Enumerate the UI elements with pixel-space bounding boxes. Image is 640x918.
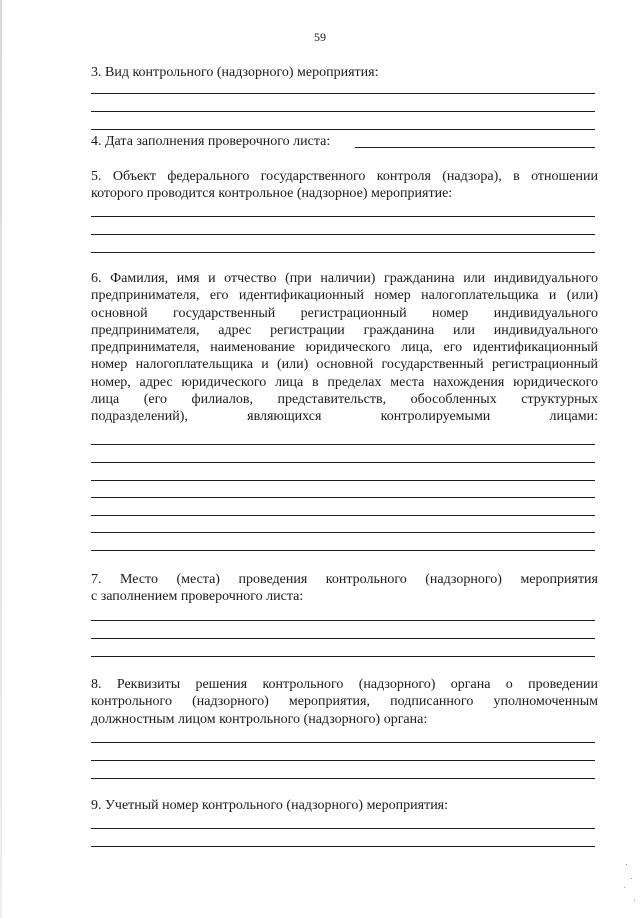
section-8-line: должностным лицом контрольного (надзорного) органа: [91, 711, 428, 727]
section-6-line: номер, адрес юридического лица в пределах места нахождения юридического [91, 374, 598, 390]
section-6-line: подразделений), являющихся контролируемыми лицами: [91, 409, 598, 425]
section-3-label: 3. Вид контрольного (надзорного) мероприятия: [91, 65, 379, 80]
section-6-line: основной государственный регистрационный номер индивидуального [91, 305, 598, 321]
fill-line [91, 828, 595, 829]
fill-line [91, 846, 595, 847]
section-7-line: 7. Место (места) проведения контрольного (надзорного) мероприятия [91, 572, 598, 587]
fill-line [91, 480, 595, 481]
section-5-line: которого проводится контрольное (надзорное) мероприятие: [91, 186, 453, 202]
fill-line [91, 620, 595, 621]
section-9-label: 9. Учетный номер контрольного (надзорного) мероприятия: [91, 798, 449, 813]
fill-line [91, 532, 595, 533]
fill-line [91, 252, 595, 253]
section-7-text [91, 571, 598, 606]
section-6-line: предпринимателя, его идентификационный номер налогоплательщика и (или) [91, 288, 598, 304]
fill-line [91, 93, 595, 94]
section-5-line: 5. Объект федерального государственного контроля (надзора), в отношении [91, 169, 598, 184]
scan-specks [620, 860, 640, 910]
section-6-line: предпринимателя, адрес регистрации гражданина или индивидуального [91, 322, 598, 338]
section-6-line: лица (его филиалов, представительств, обособленных структурных [91, 392, 598, 408]
fill-line [91, 778, 595, 779]
fill-line [91, 497, 595, 498]
section-6-line: предпринимателя, наименование юридического лица, его идентификационный [91, 340, 598, 356]
section-8-text [91, 676, 598, 728]
fill-line [91, 462, 595, 463]
section-6-text [91, 270, 598, 426]
section-5-text [91, 168, 598, 203]
fill-line [91, 656, 595, 657]
section-8-line: контрольного (надзорного) мероприятия, подписанного уполномоченным [91, 694, 598, 710]
section-6-line: 6. Фамилия, имя и отчество (при наличии) гражданина или индивидуального [91, 271, 598, 286]
fill-line [91, 444, 595, 445]
section-8-line: 8. Реквизиты решения контрольного (надзорного) органа о проведении [91, 677, 598, 692]
fill-line [91, 515, 595, 516]
fill-line [91, 111, 595, 112]
section-7-line: с заполнением проверочного листа: [91, 589, 304, 605]
section-4-label: 4. Дата заполнения проверочного листа: [91, 134, 331, 149]
fill-line [91, 129, 595, 130]
fill-line [91, 742, 595, 743]
fill-line [91, 216, 595, 217]
fill-line [91, 550, 595, 551]
scan-edge [0, 0, 2, 918]
date-fill-line [355, 147, 595, 148]
section-6-line: номер налогоплательщика и (или) основной государственный регистрационный [91, 357, 598, 373]
page-number: 59 [314, 30, 326, 44]
fill-line [91, 638, 595, 639]
fill-line [91, 234, 595, 235]
fill-line [91, 760, 595, 761]
